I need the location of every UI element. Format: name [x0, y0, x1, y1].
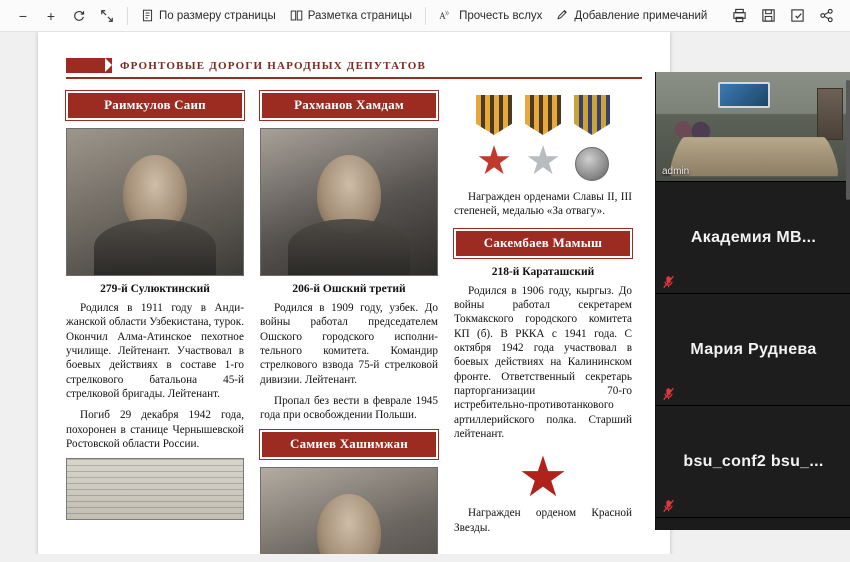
participant-name-mariya: Мария Руднева: [690, 340, 817, 358]
star-icon: ★: [525, 139, 561, 183]
save-as-button[interactable]: [784, 3, 811, 29]
room-table: [666, 137, 841, 176]
read-aloud-label: Прочесть вслух: [459, 9, 543, 22]
pdf-toolbar: [0, 0, 850, 32]
portrait-face: [317, 494, 381, 562]
medal-disc: [575, 147, 609, 181]
medal-caption: Награжден орденом Красной Звезды.: [454, 507, 632, 534]
biography-paragraph: Пропал без вести в феврале 1945 года при освобождении Польши.: [260, 394, 438, 422]
add-notes-button[interactable]: [550, 3, 713, 29]
name-plate: Рахманов Хамдам: [260, 91, 438, 120]
save-as-icon: [790, 8, 805, 23]
banner-title: ФРОНТОВЫЕ ДОРОГИ НАРОДНЫХ ДЕПУТАТОВ: [120, 59, 426, 72]
document-scan-image: [66, 458, 244, 520]
unit-caption: 218-й Караташский: [491, 265, 595, 278]
print-button[interactable]: [726, 3, 753, 29]
portrait-photo: [66, 128, 244, 276]
article-column-1: [66, 91, 244, 562]
pencil-icon: [556, 9, 569, 22]
page-columns: [66, 91, 642, 562]
page-banner: [66, 58, 642, 73]
red-star-icon: ★: [517, 445, 569, 509]
video-panel-scrollbar[interactable]: [846, 72, 850, 530]
page-fit-label: По размеру страницы: [159, 9, 276, 22]
biography-paragraph: Родился в 1909 году, узбек. До войны работал председателем Ошского городского исполнительного комитета. Командир стрелкового взвода 75-й стрелковой дивизии. Лейтенант.: [260, 302, 438, 386]
portrait-body: [288, 219, 410, 275]
rotate-icon: [72, 9, 86, 23]
window-bottom-strip: [0, 554, 850, 562]
read-aloud-icon: [439, 9, 454, 22]
page-layout-icon: [290, 9, 303, 22]
biography-paragraph: Погиб 29 декабря 1942 года, похоронен в станице Чернышевской Ростовской области России.: [66, 409, 244, 450]
video-tile-bsu-conf2[interactable]: [656, 406, 850, 518]
unit-caption: 206-й Ошский третий: [292, 283, 406, 295]
participant-name-akademiya: Академия МВ...: [690, 228, 817, 246]
save-button[interactable]: [755, 3, 782, 29]
page-fit-icon: [141, 9, 154, 22]
biography-paragraph: Родился в 1911 году в Андижанской области Узбекистана, турок. Окончил Алма-Атинское пехотное училище. Лейтенант. Участвовал в боевых действиях в составе 1-го стрелкового батальона 45-й стрелковой бригады. Лейтенант.: [66, 302, 244, 400]
unit-caption: 279-й Сулюктинский: [100, 283, 210, 295]
svg-text:A: A: [439, 10, 446, 21]
fit-to-window-button[interactable]: [94, 3, 120, 29]
order-of-glory-medal: [472, 95, 516, 183]
video-tile-mariya[interactable]: [656, 294, 850, 406]
biography-paragraph: Родился в 1906 году, кыргыз. До войны работал секретарем Токмакского городского комитета КП (б). В РККА с 1941 года. С октября 1942 года участвовал в боевых действиях на Калининском фронте. Ответственный секретарь парторганизации 70-го истребительно-противотанкового артиллерийского полка. Старший лейтенант.: [454, 284, 632, 440]
room-screen: [718, 82, 770, 108]
name-plate: Самиев Хашимжан: [260, 430, 438, 459]
mic-muted-icon: [662, 499, 675, 513]
star-icon: ★: [476, 139, 512, 183]
zoom-in-button[interactable]: [38, 3, 64, 29]
mic-muted-icon: [662, 275, 675, 289]
minus-icon: −: [18, 7, 28, 24]
rotate-button[interactable]: [66, 3, 92, 29]
save-icon: [761, 8, 776, 23]
name-plate: Сакембаев Мамыш: [454, 229, 632, 258]
zoom-out-button[interactable]: [10, 3, 36, 29]
toolbar-divider: [127, 7, 128, 25]
participant-name-admin: admin: [662, 166, 690, 177]
share-icon: [819, 8, 834, 23]
read-aloud-button[interactable]: [433, 3, 548, 29]
video-tile-akademiya[interactable]: [656, 182, 850, 294]
svg-text:)): )): [444, 10, 449, 17]
medal-caption: Награжден орденами Славы II, III степеней, медалью «За отвагу».: [454, 191, 632, 218]
page-layout-label: Разметка страницы: [307, 9, 413, 22]
add-notes-label: Добавление примечаний: [574, 9, 708, 22]
portrait-body: [94, 219, 216, 275]
video-tile-admin[interactable]: [656, 72, 850, 182]
article-column-2: [260, 91, 438, 562]
portrait-photo: [260, 128, 438, 276]
medal-ribbon: [476, 95, 512, 135]
medal-ribbon: [574, 95, 610, 135]
name-plate: Раимкулов Саип: [66, 91, 244, 120]
page-fit-button[interactable]: [135, 3, 282, 29]
medal-ribbon: [525, 95, 561, 135]
fit-icon: [100, 9, 114, 23]
page-layout-button[interactable]: [284, 3, 418, 29]
portrait-photo: [260, 467, 438, 562]
room-door: [817, 88, 843, 140]
mic-muted-icon: [662, 387, 675, 401]
toolbar-divider-2: [425, 7, 426, 25]
order-of-glory-medal-2: [521, 95, 565, 183]
medals-image: [454, 91, 632, 183]
print-icon: [732, 8, 747, 23]
scrollbar-thumb[interactable]: [846, 80, 850, 200]
bravery-medal: [570, 95, 614, 183]
banner-rule: [66, 77, 642, 79]
article-column-3: [454, 91, 632, 562]
share-button[interactable]: [813, 3, 840, 29]
participant-name-bsu-conf2: bsu_conf2 bsu_...: [683, 452, 824, 470]
video-conference-panel: [655, 72, 850, 530]
plus-icon: +: [46, 7, 56, 24]
document-page: [38, 32, 670, 562]
flag-icon: [66, 58, 112, 73]
